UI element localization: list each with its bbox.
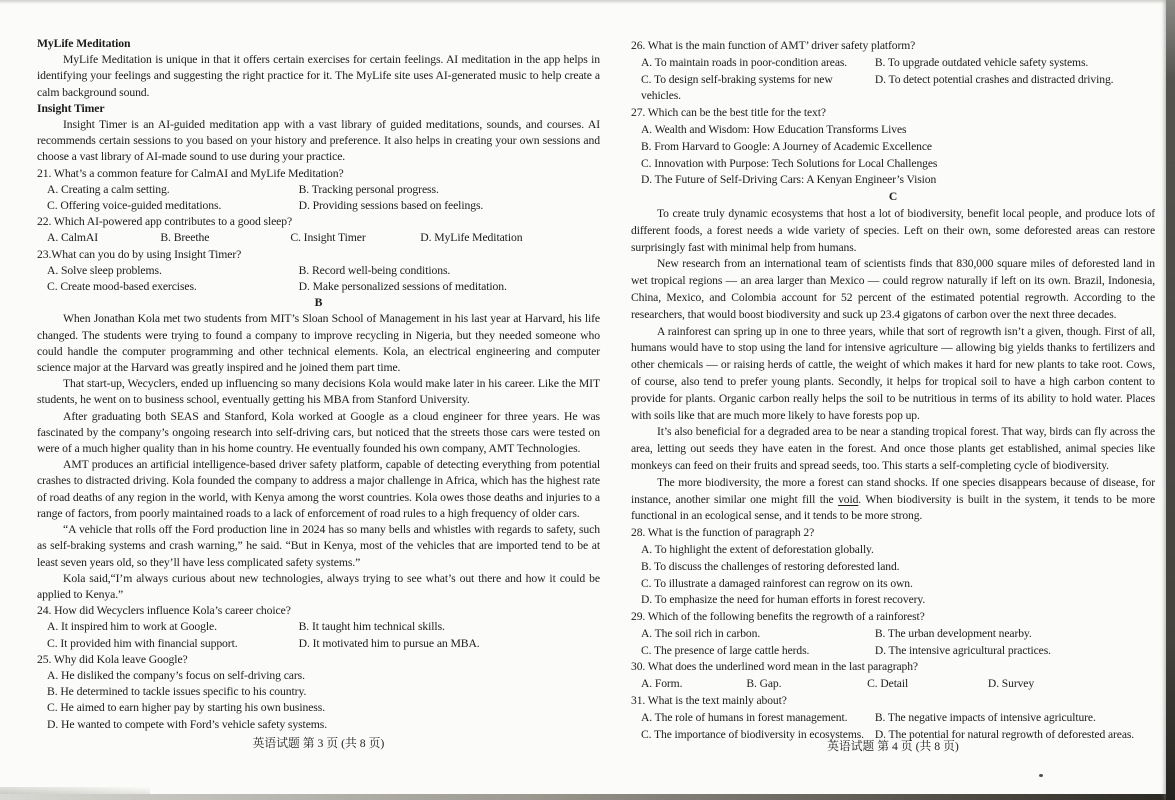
option-list [631,676,1155,693]
option-list [37,668,600,733]
option-D: D. Make personalized sessions of meditation. [298,280,507,294]
option-B: B. The negative impacts of intensive agriculture. [874,710,1096,724]
option-B: B. Breethe [160,231,210,245]
option-list [631,122,1155,189]
question-stem: 26. What is the main function of AMT’ driver safety platform? [631,39,916,52]
option-B: B. Tracking personal progress. [298,182,439,196]
question-23 [37,247,600,296]
option-D: D. To detect potential crashes and distracted driving. [874,72,1114,86]
option-A: A. Creating a calm setting. [47,182,170,196]
option-B: B. Gap. [746,677,782,691]
question-stem: 21. What’s a common feature for CalmAI and MyLife Meditation? [37,166,344,180]
question-27 [631,105,1155,189]
option-C: C. Insight Timer [290,231,366,245]
option-D: D. The intensive agricultural practices. [874,643,1051,657]
option-C: C. It provided him with financial support. [47,636,238,650]
question-28 [631,525,1155,609]
option-A: A. The soil rich in carbon. [641,626,761,640]
question-stem: 27. Which can be the best title for the text? [631,106,826,120]
passage-paragraph: To create truly dynamic ecosystems that host a lot of biodiversity, benefit local people, and produce lots of different foods, a forest needs a wide variety of species. Left on their own, some deforested areas can restore surprisingly fast with minimal help from humans. [631,206,1155,254]
option-A: A. To maintain roads in poor-condition areas. [641,55,848,69]
passage-paragraph: It’s also beneficial for a degraded area to be near a standing tropical forest. That way, birds can fly across the area, letting out seeds they have eaten in the forest. And once those plants get established, animal species like monkeys can feed on their fruits and spread seeds, too. This starts a self-completing cycle of biodiversity. [631,425,1155,472]
passage-paragraph: AMT produces an artificial intelligence-based driver safety platform, capable of detecting everything from potential crashes to distracted driving. Kola founded the company to address a major challenge in Africa, which has the highest rate of road deaths of any region in the world, with Kenya among the worst countries. Kola owes those deaths and injuries to a range of factors, from poorly maintained roads to a lack of enforcement of road rules to a high frequency of older cars. [37,458,600,520]
passage-heading: Insight Timer [37,101,105,115]
option-B: B. The urban development nearby. [874,626,1032,640]
option-list [37,182,600,214]
question-stem: 28. What is the function of paragraph 2? [631,526,815,540]
option-B: B. To discuss the challenges of restoring deforested land. [641,559,900,573]
question-29 [631,609,1155,659]
section-label: B [314,296,323,310]
passage-paragraph: “A vehicle that rolls off the Ford production line in 2024 has so many bells and whistles with regards to safety, such as self-braking systems and crash warning,” he said. “But in Kenya, most of the vehicles that are imported tend to be at least seven years old, so they’ll have less complicated safety systems.” [37,523,600,569]
underlined-word: void [838,492,859,506]
option-D: D. He wanted to compete with Ford’s vehicle safety systems. [47,717,328,731]
option-D: D. The Future of Self-Driving Cars: A Kenyan Engineer’s Vision [641,173,937,187]
option-A: A. Form. [641,677,683,691]
passage-paragraph: After graduating both SEAS and Stanford, Kola worked at Google as a cloud engineer for three years. He was fascinated by the company’s ongoing research into self-driving cars, but noticed that the streets those cars were tested on were of a much higher quality than in his home country. He eventually founded his own company, AMT Technologies. [37,409,600,456]
option-D: D. To emphasize the need for human efforts in forest recovery. [641,593,926,607]
option-D: D. Survey [987,677,1035,691]
passage-paragraph [631,475,1155,525]
section-label: C [888,190,898,204]
paragraph-text: The more biodiversity, the more a forest can stand shocks. If one species disappears because of disease, for instance, another similar one might fill the [631,475,1155,506]
option-C: C. Create mood-based exercises. [47,280,197,294]
option-C: C. Offering voice-guided meditations. [47,199,222,213]
option-D: D. The potential for natural regrowth of deforested areas. [874,727,1135,741]
exam-page-3 [37,36,600,733]
option-list [631,542,1155,609]
page-footer-right: 英语试题 第 4 页 (共 8 页) [827,739,959,753]
option-C: C. He aimed to earn higher pay by starting his own business. [47,701,326,715]
scan-edge-bottom [0,794,1175,800]
question-stem: 30. What does the underlined word mean in the last paragraph? [631,660,918,674]
option-list [631,55,1155,105]
option-C: C. The presence of large cattle herds. [641,643,810,657]
option-D: D. It motivated him to pursue an MBA. [298,636,480,650]
passage-paragraph: When Jonathan Kola met two students from MIT’s Sloan School of Management in his last year at Harvard, his life changed. The students were trying to found a company to improve recycling in Nigeria, but they needed someone who could handle the computer programming and other technical elements. Kola, an electrical engineering and computer science major at the Harvard was greatly inspired and he joined them part time. [37,312,600,375]
option-list [631,626,1155,660]
question-stem: 23.What can you do by using Insight Timer? [37,247,242,261]
passage-paragraph: A rainforest can spring up in one to three years, while that sort of regrowth isn’t a given, though. First of all, humans would have to stop using the land for intensive agriculture — allowing big yields thanks to fertilizers and other chemicals — or raising herds of cattle, the weight of which makes it hard for new plants to take root. Cows, of course, also tend to prefer young plants. Secondly, it helps for tropical soil to have a high carbon content to provide for plants. Organic carbon really helps the soil to be nutritious in terms of its ability to hold water. Places with soils like that are much more likely to have forests pop up. [631,324,1155,422]
option-B: B. From Harvard to Google: A Journey of Academic Excellence [641,139,932,153]
option-C: C. Detail [867,677,909,691]
option-A: A. CalmAI [47,231,99,245]
option-C: C. The importance of biodiversity in ecosystems. [641,727,864,741]
question-24 [37,603,600,652]
option-A: A. To highlight the extent of deforestation globally. [641,542,874,556]
question-stem: 29. Which of the following benefits the regrowth of a rainforest? [631,610,925,624]
option-D: D. MyLife Meditation [420,231,523,245]
option-B: B. Record well-being conditions. [298,263,451,277]
question-stem: 31. What is the text mainly about? [631,694,787,708]
question-30 [631,659,1155,693]
question-25 [37,652,600,733]
option-list [37,619,600,651]
scan-edge-right [1166,0,1175,800]
option-list [37,263,600,295]
passage-paragraph: Kola said,“I’m always curious about new technologies, always trying to see what’s out there and how it could be applied to Kenya.” [37,571,600,601]
question-26 [631,38,1155,105]
question-31 [631,693,1155,743]
paragraph-text: . When biodiversity is built in the system, it tends to be more functional in an ecological sense, and it tends to be more strong. [631,492,1155,523]
question-21 [37,166,600,215]
scan-edge-top [0,0,1175,4]
option-A: A. Solve sleep problems. [47,263,162,277]
option-A: A. He disliked the company’s focus on self-driving cars. [47,668,305,682]
option-A: A. Wealth and Wisdom: How Education Transforms Lives [641,122,907,136]
passage-heading: MyLife Meditation [37,37,131,50]
question-stem: 25. Why did Kola leave Google? [37,652,188,666]
exam-page-4 [631,38,1155,743]
option-A: A. The role of humans in forest management. [641,710,848,724]
option-B: B. He determined to tackle issues specific to his country. [47,685,307,699]
page-footer-left: 英语试题 第 3 页 (共 8 页) [252,736,385,750]
question-stem: 24. How did Wecyclers influence Kola’s career choice? [37,604,291,618]
option-B: B. To upgrade outdated vehicle safety systems. [874,55,1089,69]
option-C: C. Innovation with Purpose: Tech Solutions for Local Challenges [641,156,938,170]
question-stem: 22. Which AI-powered app contributes to a good sleep? [37,215,293,229]
option-B: B. It taught him technical skills. [298,620,445,634]
passage-paragraph: That start-up, Wecyclers, ended up influencing so many decisions Kola would make later in his career. Like the MIT students, he went on to business school, eventually getting his MBA from Stanford University. [37,377,600,407]
option-C: C. To design self-braking systems for new vehicles. [641,72,833,103]
option-D: D. Providing sessions based on feelings. [298,199,484,213]
option-list [37,230,600,246]
passage-paragraph: New research from an international team of scientists finds that 830,000 square miles of deforested land in wet tropical regions — an area larger than Mexico — could regrow naturally if left on its own. Brazil, Indonesia, China, Mexico, and Colombia account for 52 percent of the estimated potential regrowth. According to the researchers, that would boost biodiversity and suck up 23.4 gigatons of carbon over the next three decades. [631,257,1155,321]
option-A: A. It inspired him to work at Google. [47,620,217,634]
scan-artifact [1039,774,1043,777]
question-22 [37,214,600,246]
option-C: C. To illustrate a damaged rainforest can regrow on its own. [641,576,913,590]
passage-paragraph: Insight Timer is an AI-guided meditation app with a vast library of guided meditations, sounds, and courses. AI recommends certain sessions to you based on your history and preference. It also helps in creating your own sessions and choose a vast library of AI-made sound to use during your practice. [37,118,600,164]
passage-paragraph: MyLife Meditation is unique in that it offers certain exercises for certain feelings. AI meditation in the app helps in identifying your feelings and suggesting the right practice for it. The MyLife site uses AI-generated music to help create a calm background sound. [37,53,600,99]
